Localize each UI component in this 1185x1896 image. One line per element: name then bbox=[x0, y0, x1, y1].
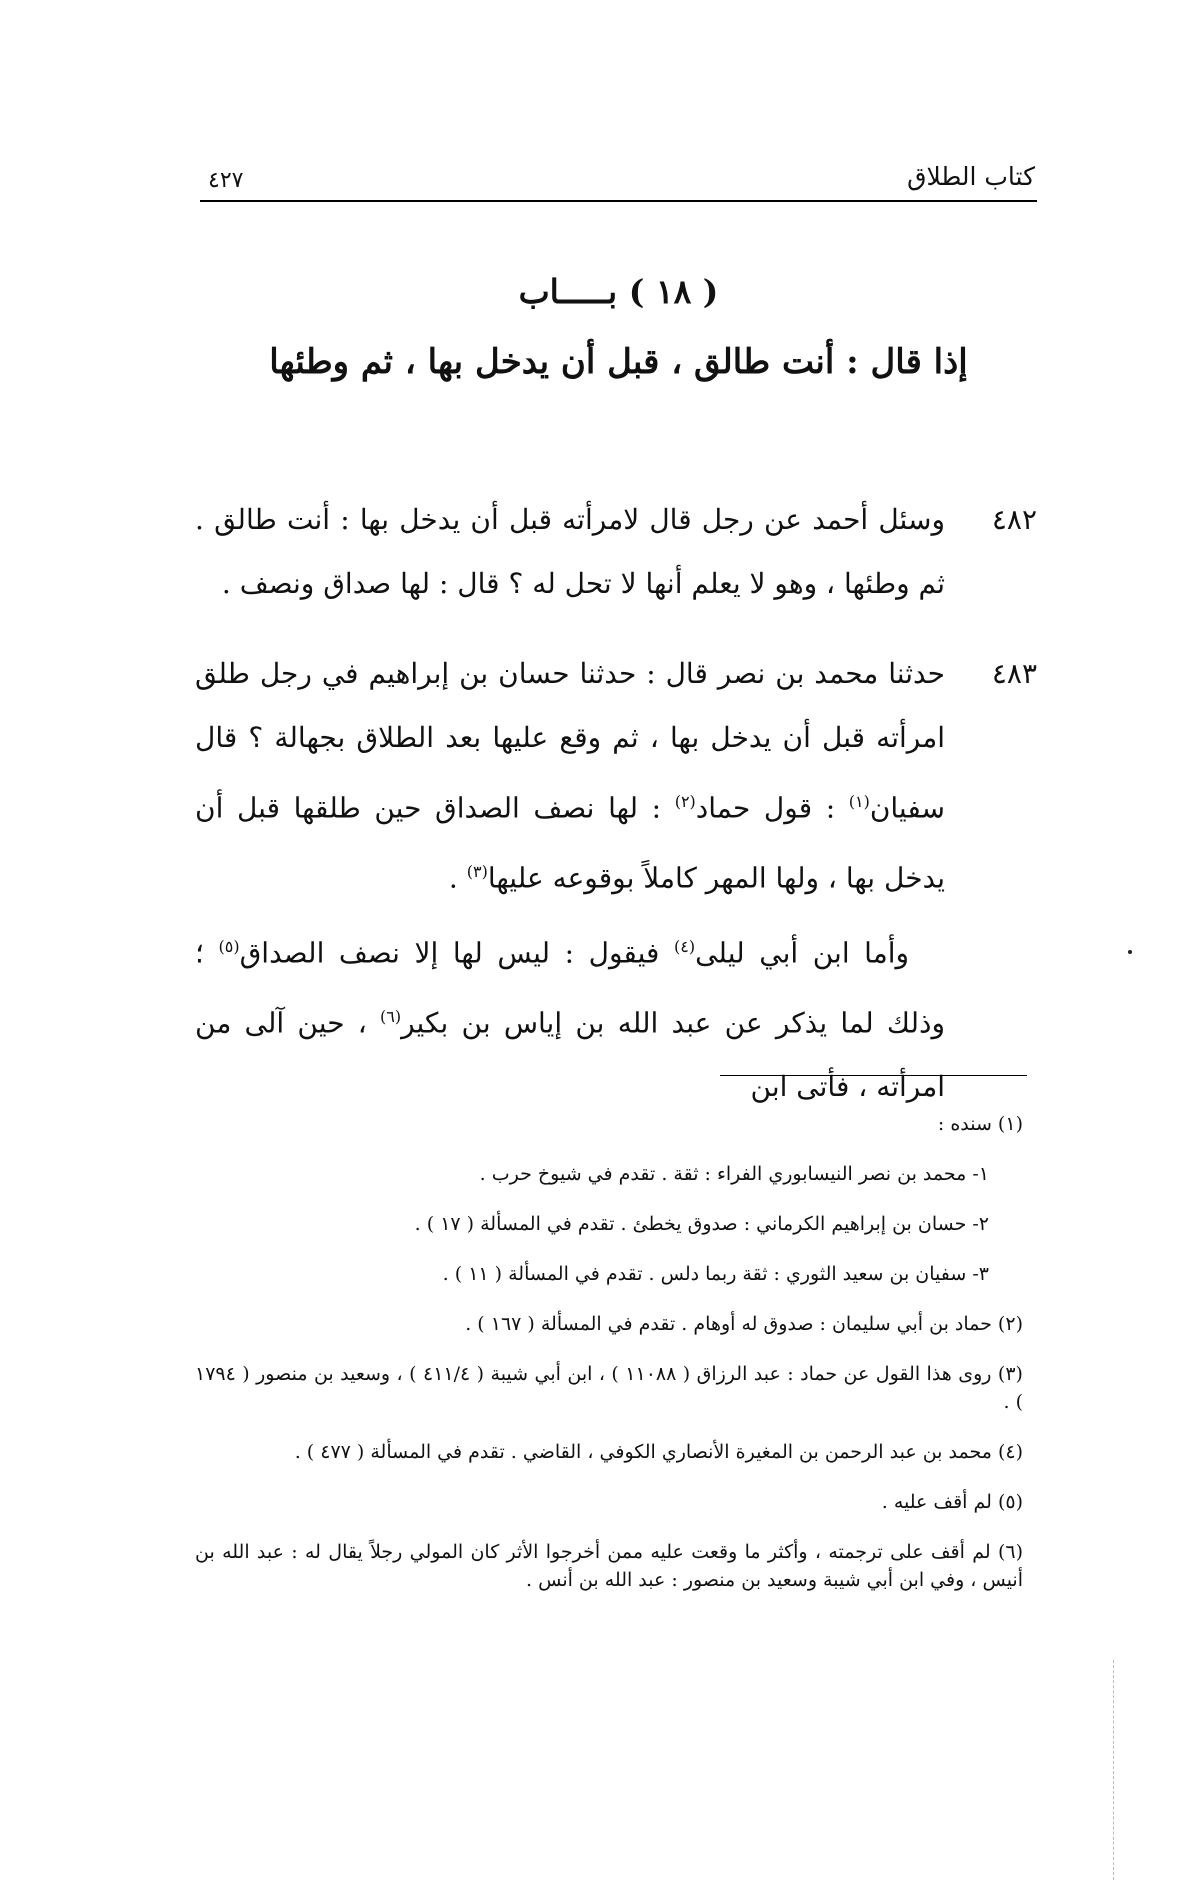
text-segment: : لها نصف الصداق حين طلقها قبل أن يدخل بها ، ولها المهر كاملاً بوقوعه عليها bbox=[195, 791, 945, 895]
chapter-subtitle: إذا قال : أنت طالق ، قبل أن يدخل بها ، ثم وطئها bbox=[269, 342, 968, 382]
header-rule bbox=[200, 200, 1037, 202]
footnote-ref[interactable]: (٤) bbox=[674, 936, 696, 956]
running-title: كتاب الطلاق bbox=[907, 162, 1035, 191]
footnote-ref[interactable]: (٢) bbox=[674, 792, 696, 811]
text-segment: فيقول : ليس لها إلا نصف الصداق bbox=[239, 935, 674, 969]
text-segment: ؛ وذلك لما يذكر عن عبد الله بن إياس بن بكير bbox=[195, 935, 945, 1040]
entry-number: ٤٨٢ bbox=[991, 503, 1037, 536]
footnote-sub-item: ٣- سفيان بن سعيد الثوري : ثقة ربما دلس . تقدم في المسألة ( ١١ ) . bbox=[442, 1263, 989, 1285]
footnotes bbox=[195, 1110, 1023, 1616]
entry-continuation bbox=[195, 915, 1037, 1120]
entry-text bbox=[195, 642, 945, 911]
footnote-sub-item: ١- محمد بن نصر النيسابوري الفراء : ثقة . تقدم في شيوخ حرب . bbox=[479, 1163, 989, 1185]
footnote: (١) سنده : bbox=[937, 1113, 1023, 1135]
text-segment: حدثنا محمد بن نصر قال : حدثنا حسان بن إبراهيم في رجل طلق امرأته قبل أن يدخل بها ، ثم وقع عليها بعد الطلاق بجهالة ؟ قال سفيان bbox=[195, 657, 945, 825]
scan-speck bbox=[1128, 950, 1132, 954]
footnote-rule bbox=[720, 1075, 1027, 1076]
footnote: (٣) روى هذا القول عن حماد : عبد الرزاق ( ١١٠٨٨ ) ، ابن أبي شيبة ( ٤١١/٤ ) ، وسعيد بن منصور ( ١٧٩٤ ) . bbox=[195, 1363, 1023, 1413]
entry-483 bbox=[195, 642, 1037, 911]
footnote-ref[interactable]: (٦) bbox=[380, 1006, 402, 1026]
chapter-heading: ( ١٨ ) بـــــاب bbox=[518, 272, 719, 311]
footnote: (٤) محمد بن عبد الرحمن بن المغيرة الأنصاري الكوفي ، القاضي . تقدم في المسألة ( ٤٧٧ ) . bbox=[294, 1441, 1023, 1463]
entry-482 bbox=[195, 488, 1037, 616]
text-segment: وأما ابن أبي ليلى bbox=[695, 935, 909, 969]
page-number: ٤٢٧ bbox=[208, 168, 244, 193]
footnote: (٢) حماد بن أبي سليمان : صدوق له أوهام . تقدم في المسألة ( ١٦٧ ) . bbox=[465, 1313, 1023, 1335]
footnote-ref[interactable]: (٥) bbox=[218, 936, 240, 956]
footnote: (٦) لم أقف على ترجمته ، وأكثر ما وقعت عليه ممن أخرجوا الأثر كان المولي رجلاً يقال له : عبد الله بن أنيس ، وفي ابن أبي شيبة وسعيد بن منصور : عبد الله بن أنس . bbox=[195, 1541, 1023, 1591]
footnote: (٥) لم أقف عليه . bbox=[881, 1491, 1023, 1513]
text-segment: : قول حماد bbox=[695, 791, 849, 825]
footnote-ref[interactable]: (٣) bbox=[466, 862, 488, 882]
text-segment: . bbox=[448, 861, 467, 895]
footnote-sub-item: ٢- حسان بن إبراهيم الكرماني : صدوق يخطئ . تقدم في المسألة ( ١٧ ) . bbox=[414, 1213, 989, 1235]
entry-number: ٤٨٣ bbox=[991, 657, 1037, 690]
scan-edge-mark bbox=[1113, 1660, 1115, 1880]
entries bbox=[195, 488, 1037, 1119]
text-segment: ، حين آلى من امرأته ، فأتى ابن bbox=[195, 1006, 945, 1104]
entry-text: وسئل أحمد عن رجل قال لامرأته قبل أن يدخل بها : أنت طالق . ثم وطئها ، وهو لا يعلم أنها لا تحل له ؟ قال : لها صداق ونصف . bbox=[195, 503, 945, 600]
footnote-ref[interactable]: (١) bbox=[848, 792, 870, 811]
